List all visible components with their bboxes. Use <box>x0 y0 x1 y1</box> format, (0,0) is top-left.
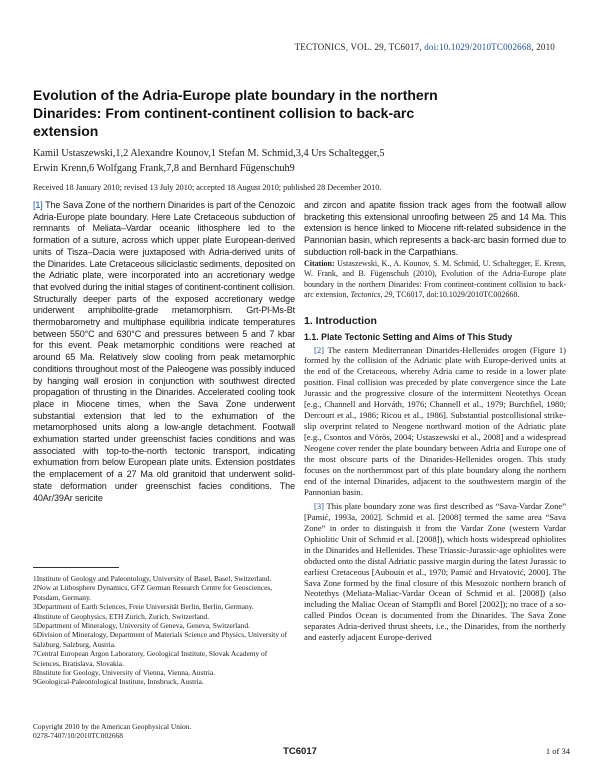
footnote-item: 2Now at Lithosphere Dynamics, GFZ German Research Centre for Geosciences, Potsdam, Germany. <box>33 583 273 602</box>
author-list <box>33 146 573 176</box>
paragraph-3 <box>304 501 566 643</box>
doi-link[interactable]: doi:10.1029/2010TC002668 <box>424 42 532 52</box>
affiliation-footnotes <box>33 574 295 687</box>
citation-block <box>304 259 566 301</box>
paragraph-3-number: [3] <box>314 500 325 511</box>
abstract-continuation: and zircon and apatite fission track ages from the footwall allow bracketing this extensional unroofing between 25 and 14 Ma. This extension is hence linked to Miocene rift-related subsidence in the Pannonian basin, which represents a back-arc basin formed due to subduction roll-back in the Carpathians. <box>304 200 566 257</box>
footnote-divider <box>33 567 119 568</box>
article-title: Evolution of the Adria-Europe plate boundary in the northern Dinarides: From continent-continent collision to back-arc extension <box>33 87 438 139</box>
article-code: TC6017 <box>283 746 317 757</box>
footnote-item: 6Division of Mineralogy, Department of Materials Science and Physics, University of Salzburg, Salzburg, Austria. <box>33 630 288 649</box>
header-year: , 2010 <box>531 42 555 52</box>
abstract <box>33 200 295 504</box>
footnote-item: 3Department of Earth Sciences, Freie Universität Berlin, Berlin, Germany. <box>33 602 254 612</box>
authors-line-1: Kamil Ustaszewski,1,2 Alexandre Kounov,1 Stefan M. Schmid,3,4 Urs Schaltegger,5 <box>33 148 385 159</box>
footnote-item: 7Central European Argon Laboratory, Geological Institute, Slovak Academy of Sciences, Bratislava, Slovakia. <box>33 649 268 668</box>
citation-end: TC6017, doi:10.1029/2010TC002668. <box>396 290 520 300</box>
issn-line: 0278-7407/10/2010TC002668 <box>33 731 123 741</box>
copyright-line: Copyright 2010 by the American Geophysical Union. <box>33 722 192 731</box>
subsection-heading: 1.1. Plate Tectonic Setting and Aims of This Study <box>304 331 513 342</box>
paragraph-3-text: This plate boundary zone was first described as “Sava-Vardar Zone” [Pamić, 1993a, 2002]. Schmid et al. [2008] termed the same area “Sava Zone” in order to distinguish it from the Vardar Zone (western Vardar Ophiolitic Unit of Schmid et al. [2008]), which hosts widespread ophiolites in the Dinarides and Hellenides. These Triassic-Jurassic-age ophiolites were obducted onto the distal Adriatic passive margin during the latest Jurassic to earliest Cretaceous [Aubouin et al., 1970; Pamić and Hrvatović, 2000]. The Sava Zone formed by the final closure of this Mesozoic northern branch of Neotethys (Meliata-Maliac-Vardar Ocean of Schmid et al. [2008]) (also including the Maliac Ocean of Stampfli and Borel [2002]); no trace of a so-called Pindos Ocean is documented from the Dinarides. The Sava Zone separates Adria-derived thrust sheets, i.e., the Dinarides, from the northerly and easterly adjacent Europe-derived <box>304 500 567 643</box>
footnote-item: 4Institute of Geophysics, ETH Zurich, Zurich, Switzerland. <box>33 611 210 621</box>
received-dates: Received 18 January 2010; revised 13 July 2010; accepted 18 August 2010; published 28 December 2010. <box>33 183 382 192</box>
running-header <box>0 42 555 52</box>
citation-label: Citation: <box>304 258 335 268</box>
left-column <box>33 200 295 504</box>
citation-journal: Tectonics, 29, <box>350 290 395 300</box>
journal-name: TECTONICS, VOL. 29, TC6017, <box>294 42 422 52</box>
footnote-item: 5Department of Mineralogy, University of Geneva, Geneva, Switzerland. <box>33 621 250 631</box>
citation-text: Ustaszewski, K., A. Kounov, S. M. Schmid, U. Schaltegger, E. Krenn, W. Frank, and B. Fügenschuh (2010), Evolution of the Adria-Europe plate boundary in the northern Dinarides: From continent-continent collision to back-arc extension, <box>304 258 567 300</box>
page-number: 1 of 34 <box>545 746 570 756</box>
paragraph-2-text: The eastern Mediterranean Dinarides-Hellenides orogen (Figure 1) formed by the collision of the Adriatic plate with Europe-derived units at the end of the Cretaceous, whereby Adria came to reside in a lower plate position. Final collision was preceded by plate convergence since the Late Jurassic and the progressive closure of the intermittent Neotethys Ocean [e.g., Channell and Horváth, 1976; Channell et al., 1979; Burchfiel, 1980; Dercourt et al., 1986; Ricou et al., 1986]. Substantial postcollisional strike-slip overprint related to Neogene northward motion of the Adriatic plate [e.g., Csontos and Vörös, 2004; Ustaszewski et al., 2008] and a widespread Neogene cover render the plate boundary between Adria and Europe one of the most obscure parts of the Dinarides-Hellenides orogen. This study focuses on the northernmost part of this plate boundary along the northern end of the internal Dinarides, adjacent to the southwestern margin of the Pannonian basin. <box>304 344 567 497</box>
authors-line-2: Erwin Krenn,6 Wolfgang Frank,7,8 and Bernhard Fügenschuh9 <box>33 163 295 174</box>
abstract-paragraph-number: [1] <box>33 200 43 210</box>
section-heading-introduction: 1. Introduction <box>304 314 377 327</box>
abstract-text: The Sava Zone of the northern Dinarides is part of the Cenozoic Adria-Europe plate boundary. Here Late Cretaceous subduction of remnants of Meliata–Vardar oceanic lithosphere led to the formation of a suture, across which upper plate European-derived units of Tisza–Dacia were juxtaposed with Adria-derived units of the Dinarides. Late Cretaceous siliciclastic sediments, deposited on the Adriatic plate, were incorporated into an accretionary wedge that evolved during the initial stages of continent-continent collision. Structurally deeper parts of the exposed accretionary wedge underwent amphibolite-grade metamorphism. Grt-Pl-Ms-Bt thermobarometry and multiphase equilibria indicate temperatures between 550°C and 630°C and pressures between 5 and 7 kbar for this event. Peak metamorphic conditions were reached at around 65 Ma. Relatively slow cooling from peak metamorphic conditions throughout most of the Paleogene was possibly induced by hanging wall erosion in conjunction with southwest directed propagation of thrusting in the Dinarides. Accelerated cooling took place in Miocene times, when the Sava Zone underwent substantial extension that led to the exhumation of the metamorphosed units along a low-angle detachment. Footwall exhumation started under greenschist facies conditions and was associated with top-to-the-north tectonic transport, indicating exhumation from below European plate units. Extension postdates the emplacement of a 27 Ma old granitoid that underwent solid-state deformation under greenschist facies conditions. The 40Ar/39Ar sericite <box>33 200 295 503</box>
footnote-item: 8Institute for Geology, University of Vienna, Vienna, Austria. <box>33 668 216 678</box>
footnote-item: 9Geological-Paleontological Institute, Innsbruck, Austria. <box>33 677 204 687</box>
right-column <box>304 200 566 643</box>
paragraph-2 <box>304 345 566 498</box>
copyright-notice <box>33 722 295 741</box>
footnote-item: 1Institute of Geology and Paleontology, University of Basel, Basel, Switzerland. <box>33 574 272 583</box>
paragraph-2-number: [2] <box>314 344 325 355</box>
